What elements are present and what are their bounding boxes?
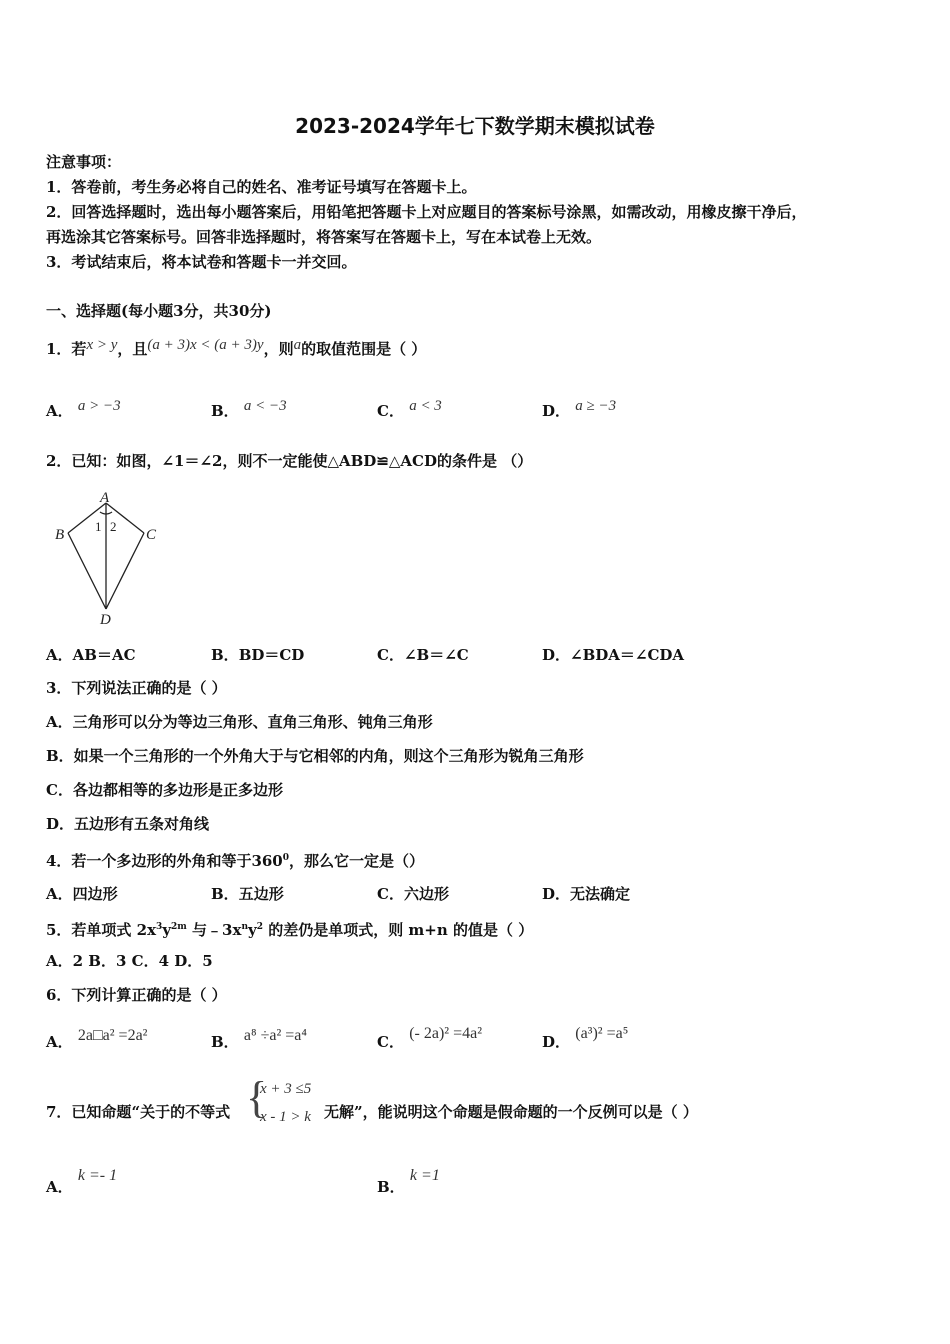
q2-figure	[50, 488, 170, 628]
question-5: 5．若单项式 $2x^3y^{2m}$ 与$﹣3x^ny^2$ 的差仍是单项式，则 m+n 的值是（ ）	[46, 921, 534, 939]
question-1	[46, 339, 426, 360]
segment-cd	[106, 533, 144, 609]
q1-text: 1．若	[46, 340, 87, 358]
question-2: 2．已知：如图，∠1＝∠2，则不一定能使△ABD≌△ACD的条件是 （）	[46, 452, 533, 470]
label-c: C	[146, 527, 157, 543]
q1-option-c[interactable]: C． a < 3	[377, 398, 442, 420]
notice-item: 2．回答选择题时，选出每小题答案后，用铅笔把答题卡上对应题目的答案标号涂黑，如需改动，用橡皮擦干净后，	[46, 203, 807, 221]
q2-option-b[interactable]: B．BD＝CD	[211, 646, 305, 664]
angle-2-label: 2	[110, 519, 117, 534]
q4-option-b[interactable]: B．五边形	[211, 885, 284, 903]
question-6: 6．下列计算正确的是（ ）	[46, 986, 227, 1004]
q6-option-c[interactable]: C． (- 2a)² =4a²	[377, 1025, 482, 1051]
q4-option-a[interactable]: A．四边形	[46, 885, 118, 903]
question-7-prefix: 7．已知命题“关于的不等式	[46, 1103, 231, 1121]
angle-1-label: 1	[95, 519, 102, 534]
inequality-2: x - 1 > k	[260, 1109, 311, 1125]
question-7-suffix: 无解”，能说明这个命题是假命题的一个反例可以是（ ）	[324, 1103, 698, 1121]
notice-item: 1．答卷前，考生务必将自己的姓名、准考证号填写在答题卡上。	[46, 178, 477, 196]
q2-option-a[interactable]: A．AB＝AC	[46, 646, 136, 664]
q3-option-c[interactable]: C．各边都相等的多边形是正多边形	[46, 781, 283, 799]
question-4: 4．若一个多边形的外角和等于$360^0$，那么它一定是（）	[46, 852, 425, 870]
q1-option-b[interactable]: B． a < −3	[211, 398, 287, 420]
section-heading: 一、选择题(每小题3分，共30分)	[46, 302, 272, 320]
q1-text: 的取值范围是（ ）	[301, 340, 427, 358]
q3-option-b[interactable]: B．如果一个三角形的一个外角大于与它相邻的内角，则这个三角形为锐角三角形	[46, 747, 584, 765]
q5-options[interactable]: A．2 B．3 C．4 D．5	[46, 952, 213, 970]
page-title: 2023-2024学年七下数学期末模拟试卷	[295, 114, 655, 138]
q1-math: x > y	[86, 337, 118, 353]
question-3: 3．下列说法正确的是（ ）	[46, 679, 227, 697]
inequality-1: x + 3 ≤5	[260, 1081, 312, 1097]
q7-option-a[interactable]: A． k =- 1	[46, 1167, 118, 1196]
notice-item: 再选涂其它答案标号。回答非选择题时，将答案写在答题卡上，写在本试卷上无效。	[46, 228, 602, 246]
q2-option-d[interactable]: D．∠BDA＝∠CDA	[542, 646, 685, 664]
q7-option-b[interactable]: B． k =1	[377, 1167, 440, 1196]
q3-option-a[interactable]: A．三角形可以分为等边三角形、直角三角形、钝角三角形	[46, 713, 433, 731]
q6-option-d[interactable]: D． (a³)² =a⁵	[542, 1025, 629, 1051]
label-a: A	[100, 490, 110, 506]
notice-heading: 注意事项：	[46, 153, 122, 171]
q1-option-d[interactable]: D． a ≥ −3	[542, 398, 617, 420]
segment-bd	[68, 533, 106, 609]
label-b: B	[55, 527, 65, 543]
system-brace: {	[246, 1073, 268, 1122]
q1-math: a	[293, 337, 302, 353]
q4-option-c[interactable]: C．六边形	[377, 885, 449, 903]
q3-option-d[interactable]: D．五边形有五条对角线	[46, 815, 210, 833]
q2-option-c[interactable]: C．∠B＝∠C	[377, 646, 469, 664]
label-d: D	[100, 612, 111, 628]
notice-item: 3．考试结束后，将本试卷和答题卡一并交回。	[46, 253, 357, 271]
q6-option-b[interactable]: B． a⁸ ÷a² =a⁴	[211, 1027, 307, 1051]
q1-text: ，且	[117, 340, 148, 358]
q1-text: ，则	[263, 340, 294, 358]
q4-option-d[interactable]: D．无法确定	[542, 885, 631, 903]
q1-math: (a + 3)x < (a + 3)y	[147, 337, 264, 353]
q6-option-a[interactable]: A． 2a□a² =2a²	[46, 1027, 148, 1051]
q1-option-a[interactable]: A． a > −3	[46, 398, 121, 420]
